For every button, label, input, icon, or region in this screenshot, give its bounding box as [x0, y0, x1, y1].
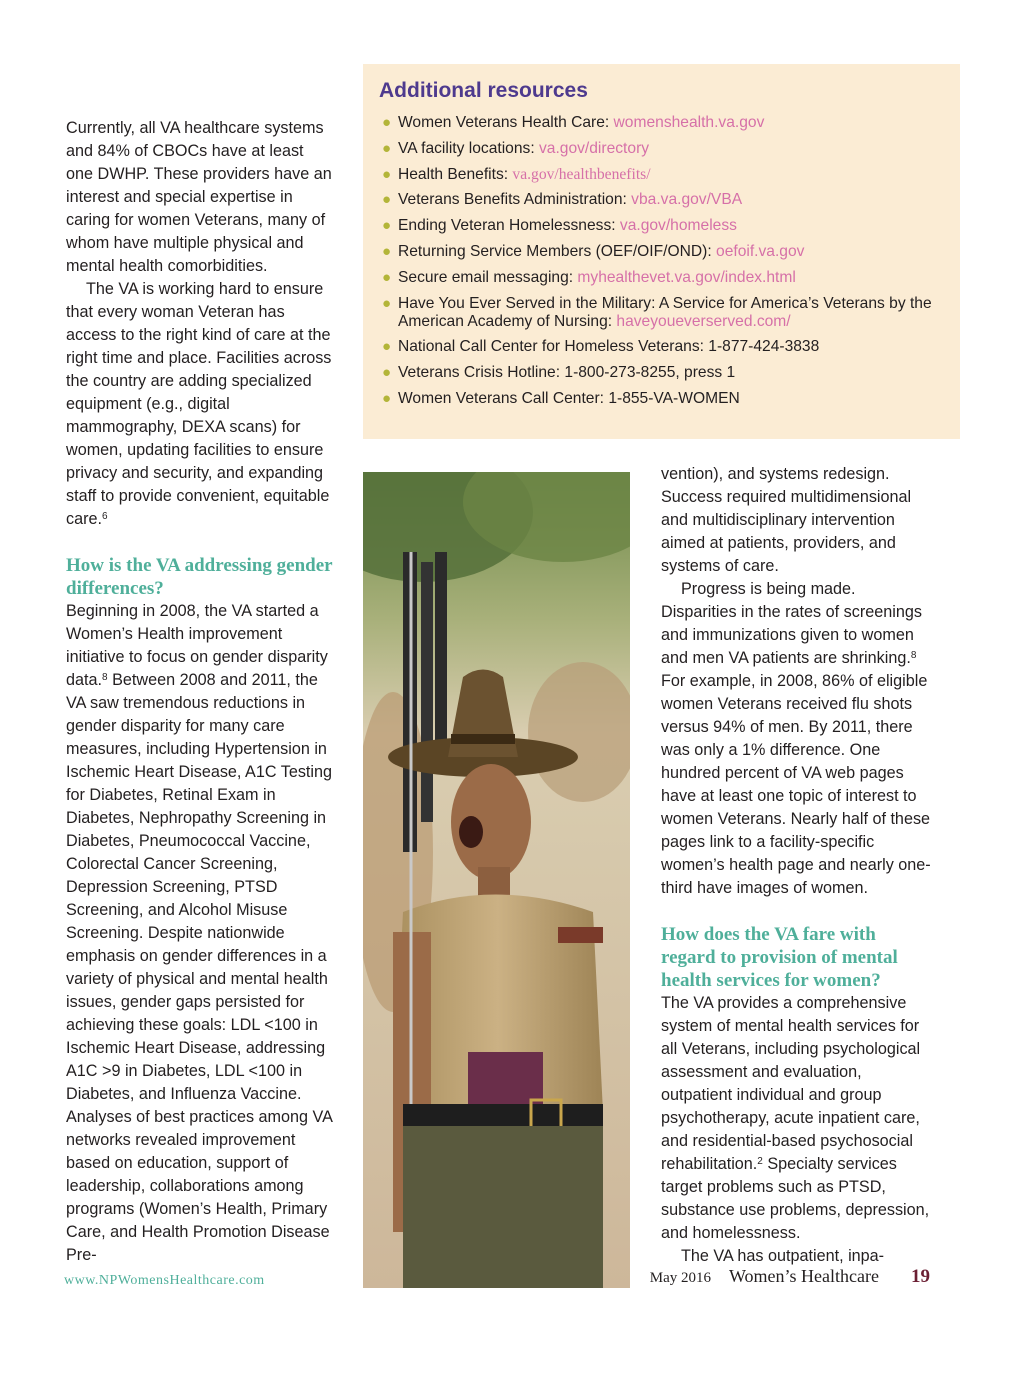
- bullet-icon: ●: [382, 165, 392, 183]
- resource-link[interactable]: oefoif.va.gov: [716, 242, 805, 260]
- resource-item: ● National Call Center for Homeless Veterans: 1-877-424-3838: [382, 338, 820, 356]
- ribbons: [558, 927, 603, 943]
- neck: [478, 867, 510, 897]
- resources-title: Additional resources: [379, 79, 588, 102]
- resource-link[interactable]: womenshealth.va.gov: [613, 114, 765, 131]
- resource-link[interactable]: va.gov/healthbenefits/: [512, 165, 651, 183]
- left-paragraph-1: Currently, all VA healthcare systems and 84% of CBOCs have at least one DWHP. These providers have an interest and special expertise in caring for women Veterans, many of whom have multiple physical and mental health comorbidities.: [66, 119, 332, 275]
- bullet-icon: ●: [382, 364, 392, 382]
- drill-instructor-photo: [363, 472, 630, 1288]
- resources-list: [381, 114, 953, 416]
- resource-item: ● Returning Service Members (OEF/OIF/OND): oefoif.va.gov: [382, 242, 805, 260]
- right-paragraph-3: The VA provides a comprehensive system of mental health services for all Veterans, including psychological assessment and evaluation, outpatient individual and group psychotherapy, acute inpatient care, and residential-based psychosocial rehabilitation.$^2$ Specialty services target problems such as PTSD, substance use problems, depression, and homelessness.: [661, 994, 930, 1242]
- reference-6: 6: [102, 511, 108, 522]
- right-column: [661, 463, 933, 1268]
- spacer: [66, 531, 334, 554]
- issue-date: May 2016: [649, 1270, 711, 1286]
- resource-link[interactable]: myhealthevet.va.gov/index.html: [577, 268, 796, 286]
- reference-8: 8: [910, 650, 917, 661]
- belt: [403, 1104, 603, 1126]
- bullet-icon: ●: [382, 139, 392, 157]
- resource-item: ● Health Benefits: va.gov/healthbenefits/: [382, 165, 651, 183]
- right-paragraph-4: The VA has outpatient, inpa-: [681, 1247, 885, 1265]
- resource-item: ● VA facility locations: va.gov/directory: [382, 139, 650, 157]
- resource-item: ● Women Veterans Call Center: 1-855-VA-WOMEN: [382, 389, 740, 407]
- footer-website[interactable]: www.NPWomensHealthcare.com: [64, 1273, 265, 1288]
- left-column: [66, 117, 334, 1267]
- section-heading-gender-differences: How is the VA addressing gender differences?: [66, 555, 333, 599]
- journal-name: Women’s Healthcare: [729, 1266, 879, 1286]
- resource-item: ● Have You Ever Served in the Military: A Service for America’s Veterans by the American Academy of Nursing: haveyoueverserved.com/: [382, 294, 932, 330]
- page-number: 19: [911, 1266, 930, 1287]
- resource-item: ● Women Veterans Health Care: womenshealth.va.gov: [382, 114, 765, 131]
- footer-info: [650, 1266, 930, 1288]
- left-paragraph-2: The VA is working hard to ensure that every woman Veteran has access to the right kind of care at the right time and place. Facilities across the country are adding specialized equipment (e.g., digital mammography, DEXA scans) for women, updating facilities to ensure privacy and security, and expanding staff to provide convenient, equitable care.$^6$: [66, 280, 332, 528]
- resource-link[interactable]: va.gov/homeless: [619, 217, 737, 235]
- resource-item: ● Veterans Benefits Administration: vba.va.gov/VBA: [382, 191, 743, 209]
- bullet-icon: ●: [382, 268, 392, 286]
- resource-item: ● Ending Veteran Homelessness: va.gov/homeless: [382, 217, 737, 235]
- resource-link[interactable]: va.gov/directory: [538, 139, 650, 157]
- mouth: [459, 816, 483, 848]
- bullet-icon: ●: [382, 389, 392, 407]
- bullet-icon: ●: [382, 191, 392, 209]
- bullet-icon: ●: [382, 338, 392, 356]
- bullet-icon: ●: [382, 114, 392, 131]
- resource-item: ● Veterans Crisis Hotline: 1-800-273-8255, press 1: [382, 364, 736, 382]
- spacer: [661, 900, 933, 923]
- reference-2: 2: [757, 1156, 763, 1167]
- hat-band: [451, 734, 515, 744]
- resource-item: ● Secure email messaging: myhealthevet.va.gov/index.html: [382, 268, 796, 286]
- rifle: [421, 562, 433, 822]
- bullet-icon: ●: [382, 242, 392, 260]
- right-paragraph-1: vention), and systems redesign. Success required multidimensional and multidisciplinary intervention aimed at patients, providers, and systems of care.: [661, 465, 912, 575]
- additional-resources-box: [363, 64, 960, 439]
- reference-8: 8: [102, 672, 108, 683]
- right-paragraph-2: Progress is being made. Disparities in the rates of screenings and immunizations given to women and men VA patients are shrinking.$^8$ For example, in 2008, 86% of eligible women Veterans received flu shots versus 94% of men. By 2011, there was only a 1% difference. One hundred percent of VA web pages have at least one topic of interest to women Veterans. Nearly half of these pages link to a facility-specific women’s health page and nearly one-third have images of women.: [661, 580, 931, 897]
- bullet-icon: ●: [382, 217, 392, 235]
- left-paragraph-3: Beginning in 2008, the VA started a Women’s Health improvement initiative to focus on gender disparity data.$^8$ Between 2008 and 2011, the VA saw tremendous reductions in gender disparity for many care measures, including Hypertension in Ischemic Heart Disease, A1C Testing for Diabetes, Retinal Exam in Diabetes, Nephropathy Screening in Diabetes, Pneumococcal Vaccine, Colorectal Cancer Screening, Depression Screening, PTSD Screening, and Alcohol Misuse Screening. Despite nationwide emphasis on gender differences in a variety of physical and mental health issues, gender gaps persisted for achieving these goals: LDL <100 in Ischemic Heart Disease, addressing A1C >9 in Diabetes, LDL <100 in Diabetes, and Influenza Vaccine. Analyses of best practices among VA networks revealed improvement based on education, support of leadership, collaborations among programs (Women’s Health, Primary Care, and Health Promotion Disease Pre-: [66, 602, 333, 1264]
- trousers: [403, 1126, 603, 1288]
- bullet-icon: ●: [382, 294, 392, 312]
- resource-link[interactable]: haveyoueverserved.com/: [616, 312, 791, 330]
- section-heading-mental-health: How does the VA fare with regard to provision of mental health services for women?: [661, 924, 898, 991]
- resource-link[interactable]: vba.va.gov/VBA: [631, 191, 743, 209]
